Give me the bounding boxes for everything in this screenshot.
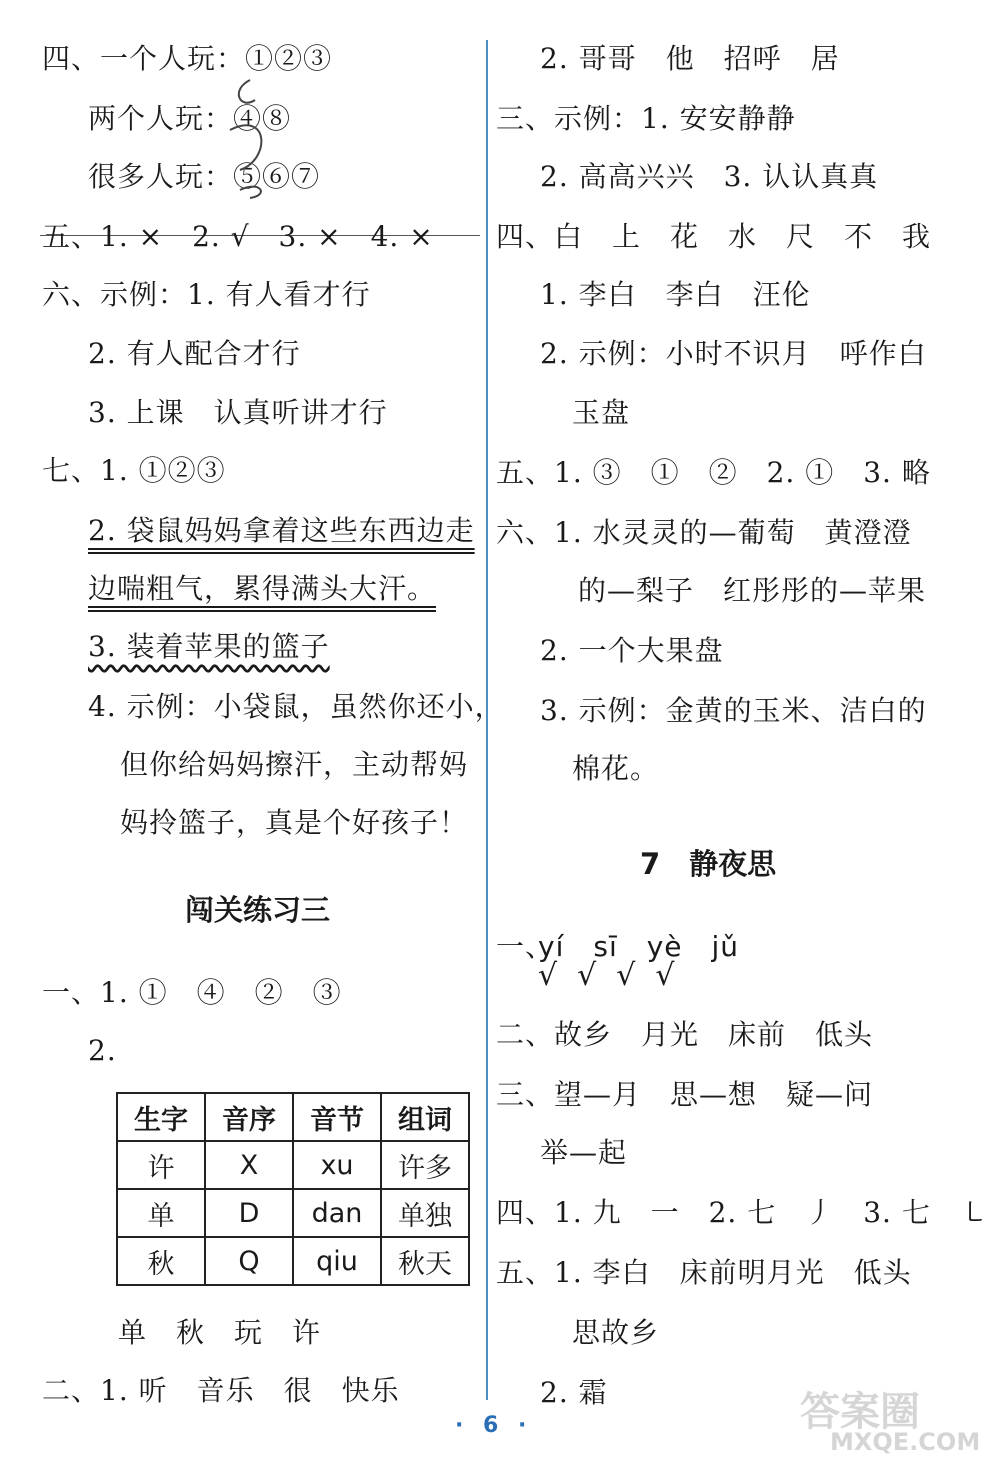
answer-p5-1a: 五、1. 李白 床前明月光 低头 <box>496 1256 912 1289</box>
section-title: 闯关练习三 <box>185 893 331 927</box>
table-cell: Q <box>205 1237 293 1285</box>
table-cell: dan <box>293 1189 381 1237</box>
answer-s7-2b: 边喘粗气，累得满头大汗。 <box>88 572 437 605</box>
answer-s4-b: 两个人玩：④⑧ <box>88 102 292 135</box>
watermark-text: 答案圈 <box>800 1389 920 1435</box>
check-marks: √√√√ <box>538 958 695 993</box>
answer-s7-4c: 妈拎篮子，真是个好孩子！ <box>120 806 469 839</box>
table-header: 音节 <box>293 1093 381 1141</box>
answer-s7-3: 3. 装着苹果的篮子 <box>88 630 330 663</box>
answer-s5: 五、1. × 2. √ 3. × 4. × <box>42 220 434 253</box>
table-cell: X <box>205 1141 293 1189</box>
answer-q1-after: 单 秋 玩 许 <box>118 1316 322 1349</box>
answer-r4-1: 1. 李白 李白 汪伦 <box>540 278 811 311</box>
table-cell: D <box>205 1189 293 1237</box>
answer-r4-2b: 玉盘 <box>572 396 631 429</box>
answer-p1-label: 一、 <box>496 930 555 963</box>
table-header: 生字 <box>117 1093 205 1141</box>
table-row <box>117 1141 469 1189</box>
answer-p2: 二、故乡 月光 床前 低头 <box>496 1018 874 1051</box>
table-header: 组词 <box>381 1093 469 1141</box>
answer-q1-2: 2. <box>88 1034 117 1067</box>
table-header-row <box>117 1093 469 1141</box>
table-cell: qiu <box>293 1237 381 1285</box>
answer-p5-2: 2. 霜 <box>540 1376 608 1409</box>
watermark-url: MXQE.COM <box>830 1428 981 1456</box>
table-row <box>117 1189 469 1237</box>
answer-r6-3a: 3. 示例：金黄的玉米、洁白的 <box>540 694 927 727</box>
answer-s4-c: 很多人玩：⑤⑥⑦ <box>88 160 321 193</box>
watermark-logo <box>800 1380 995 1465</box>
answer-r6-1a: 六、1. 水灵灵的—葡萄 黄澄澄 <box>496 516 912 549</box>
answer-p3a: 三、望—月 思—想 疑—问 <box>496 1078 874 1111</box>
answer-p4: 四、1. 九 一 2. 七 丿 3. 七 ㇄ <box>496 1196 989 1229</box>
answer-r6-3b: 棉花。 <box>572 752 660 785</box>
table-cell: 秋 <box>117 1237 205 1285</box>
table-header: 音序 <box>205 1093 293 1141</box>
answer-q1-1: 一、1. ① ④ ② ③ <box>42 976 342 1009</box>
answer-p5-1b: 思故乡 <box>572 1316 660 1349</box>
table-cell: 秋天 <box>381 1237 469 1285</box>
answer-r6-1b: 的—梨子 红彤彤的—苹果 <box>578 574 927 607</box>
answer-s6-3: 3. 上课 认真听讲才行 <box>88 396 388 429</box>
word-table <box>116 1092 470 1286</box>
table-cell: xu <box>293 1141 381 1189</box>
answer-r4: 四、白 上 花 水 尺 不 我 <box>496 220 932 253</box>
table-cell: 许 <box>117 1141 205 1189</box>
answer-s7-4a: 4. 示例：小袋鼠，虽然你还小， <box>88 690 504 723</box>
answer-q2-1: 二、1. 听 音乐 很 快乐 <box>42 1374 400 1407</box>
answer-r5: 五、1. ③ ① ② 2. ① 3. 略 <box>496 456 931 489</box>
answer-pinyin: yí sī yè jǔ <box>538 930 740 963</box>
table-cell: 许多 <box>381 1141 469 1189</box>
answer-p3b: 举—起 <box>540 1136 628 1169</box>
answer-s7-4b: 但你给妈妈擦汗，主动帮妈 <box>120 748 469 781</box>
answer-s7-2a: 2. 袋鼠妈妈拿着这些东西边走 <box>88 514 475 547</box>
answer-s4-a: 四、一个人玩：①②③ <box>42 42 333 75</box>
answer-s6-2: 2. 有人配合才行 <box>88 337 301 370</box>
table-cell: 单 <box>117 1189 205 1237</box>
answer-r3-1: 三、示例：1. 安安静静 <box>496 102 796 135</box>
lesson-title: 7 静夜思 <box>640 847 777 881</box>
answer-r3-2: 2. 高高兴兴 3. 认认真真 <box>540 160 879 193</box>
table-row <box>117 1237 469 1285</box>
answer-r-2: 2. 哥哥 他 招呼 居 <box>540 42 840 75</box>
answer-s6-1: 六、示例：1. 有人看才行 <box>42 278 371 311</box>
pencil-mark-icon <box>210 70 290 200</box>
answer-r4-2a: 2. 示例：小时不识月 呼作白 <box>540 337 927 370</box>
table-cell: 单独 <box>381 1189 469 1237</box>
page-number: · 6 · <box>455 1413 533 1438</box>
answer-r6-2: 2. 一个大果盘 <box>540 634 724 667</box>
answer-s7-1: 七、1. ①②③ <box>42 454 226 487</box>
